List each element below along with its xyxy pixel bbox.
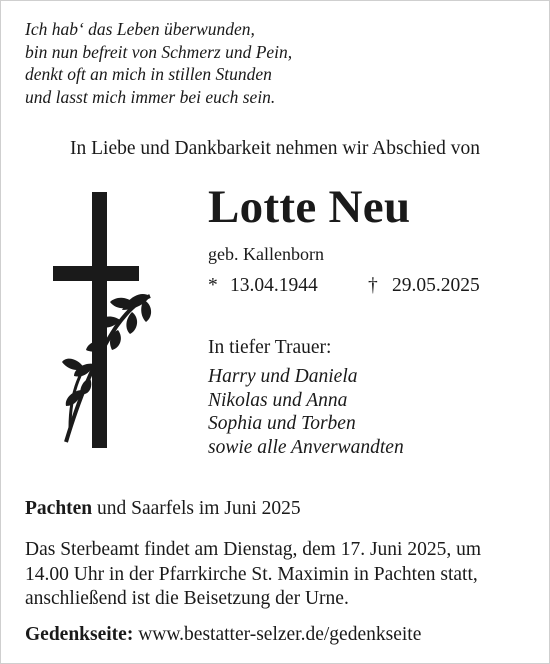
- death-date: 29.05.2025: [392, 275, 480, 296]
- death-symbol: †: [368, 275, 378, 296]
- service-info: [25, 538, 530, 612]
- town-name: Pachten: [25, 498, 93, 519]
- birth-symbol: *: [208, 275, 218, 296]
- service-line: Das Sterbeamt findet am Dienstag, dem 17. Juni 2025, um: [25, 539, 482, 560]
- death-date-group: [368, 275, 480, 297]
- poem-line: Ich hab‘ das Leben überwunden,: [25, 19, 255, 39]
- poem: [25, 18, 292, 108]
- memorial-page: [25, 624, 421, 646]
- mourner-entry: sowie alle Anverwandten: [208, 436, 404, 458]
- memorial-label: Gedenkseite:: [25, 624, 134, 645]
- mourner-entry: Nikolas und Anna: [208, 389, 348, 411]
- poem-line: und lasst mich immer bei euch sein.: [25, 86, 276, 107]
- cross-with-palm-branch-icon: [48, 192, 168, 462]
- life-dates: [208, 275, 480, 297]
- birth-name: geb. Kallenborn: [208, 244, 324, 264]
- deceased-name: Lotte Neu: [208, 181, 411, 233]
- intro-text: In Liebe und Dankbarkeit nehmen wir Abschied von: [70, 138, 480, 159]
- place-and-date: [25, 498, 301, 520]
- poem-line: bin nun befreit von Schmerz und Pein,: [25, 41, 293, 62]
- mourners-list: [208, 365, 404, 459]
- birth-date: 13.04.1944: [230, 275, 318, 296]
- place-rest: und Saarfels im Juni 2025: [92, 498, 301, 519]
- mourner-entry: Sophia und Torben: [208, 413, 356, 434]
- service-line: 14.00 Uhr in der Pfarrkirche St. Maximin in Pachten statt,: [25, 563, 478, 585]
- memorial-url[interactable]: www.bestatter-selzer.de/gedenkseite: [133, 624, 422, 645]
- mourning-heading: In tiefer Trauer:: [208, 337, 332, 358]
- service-line: anschließend ist die Beisetzung der Urne.: [25, 588, 349, 610]
- poem-line: denkt oft an mich in stillen Stunden: [25, 64, 272, 85]
- mourner-entry: Harry und Daniela: [208, 366, 358, 387]
